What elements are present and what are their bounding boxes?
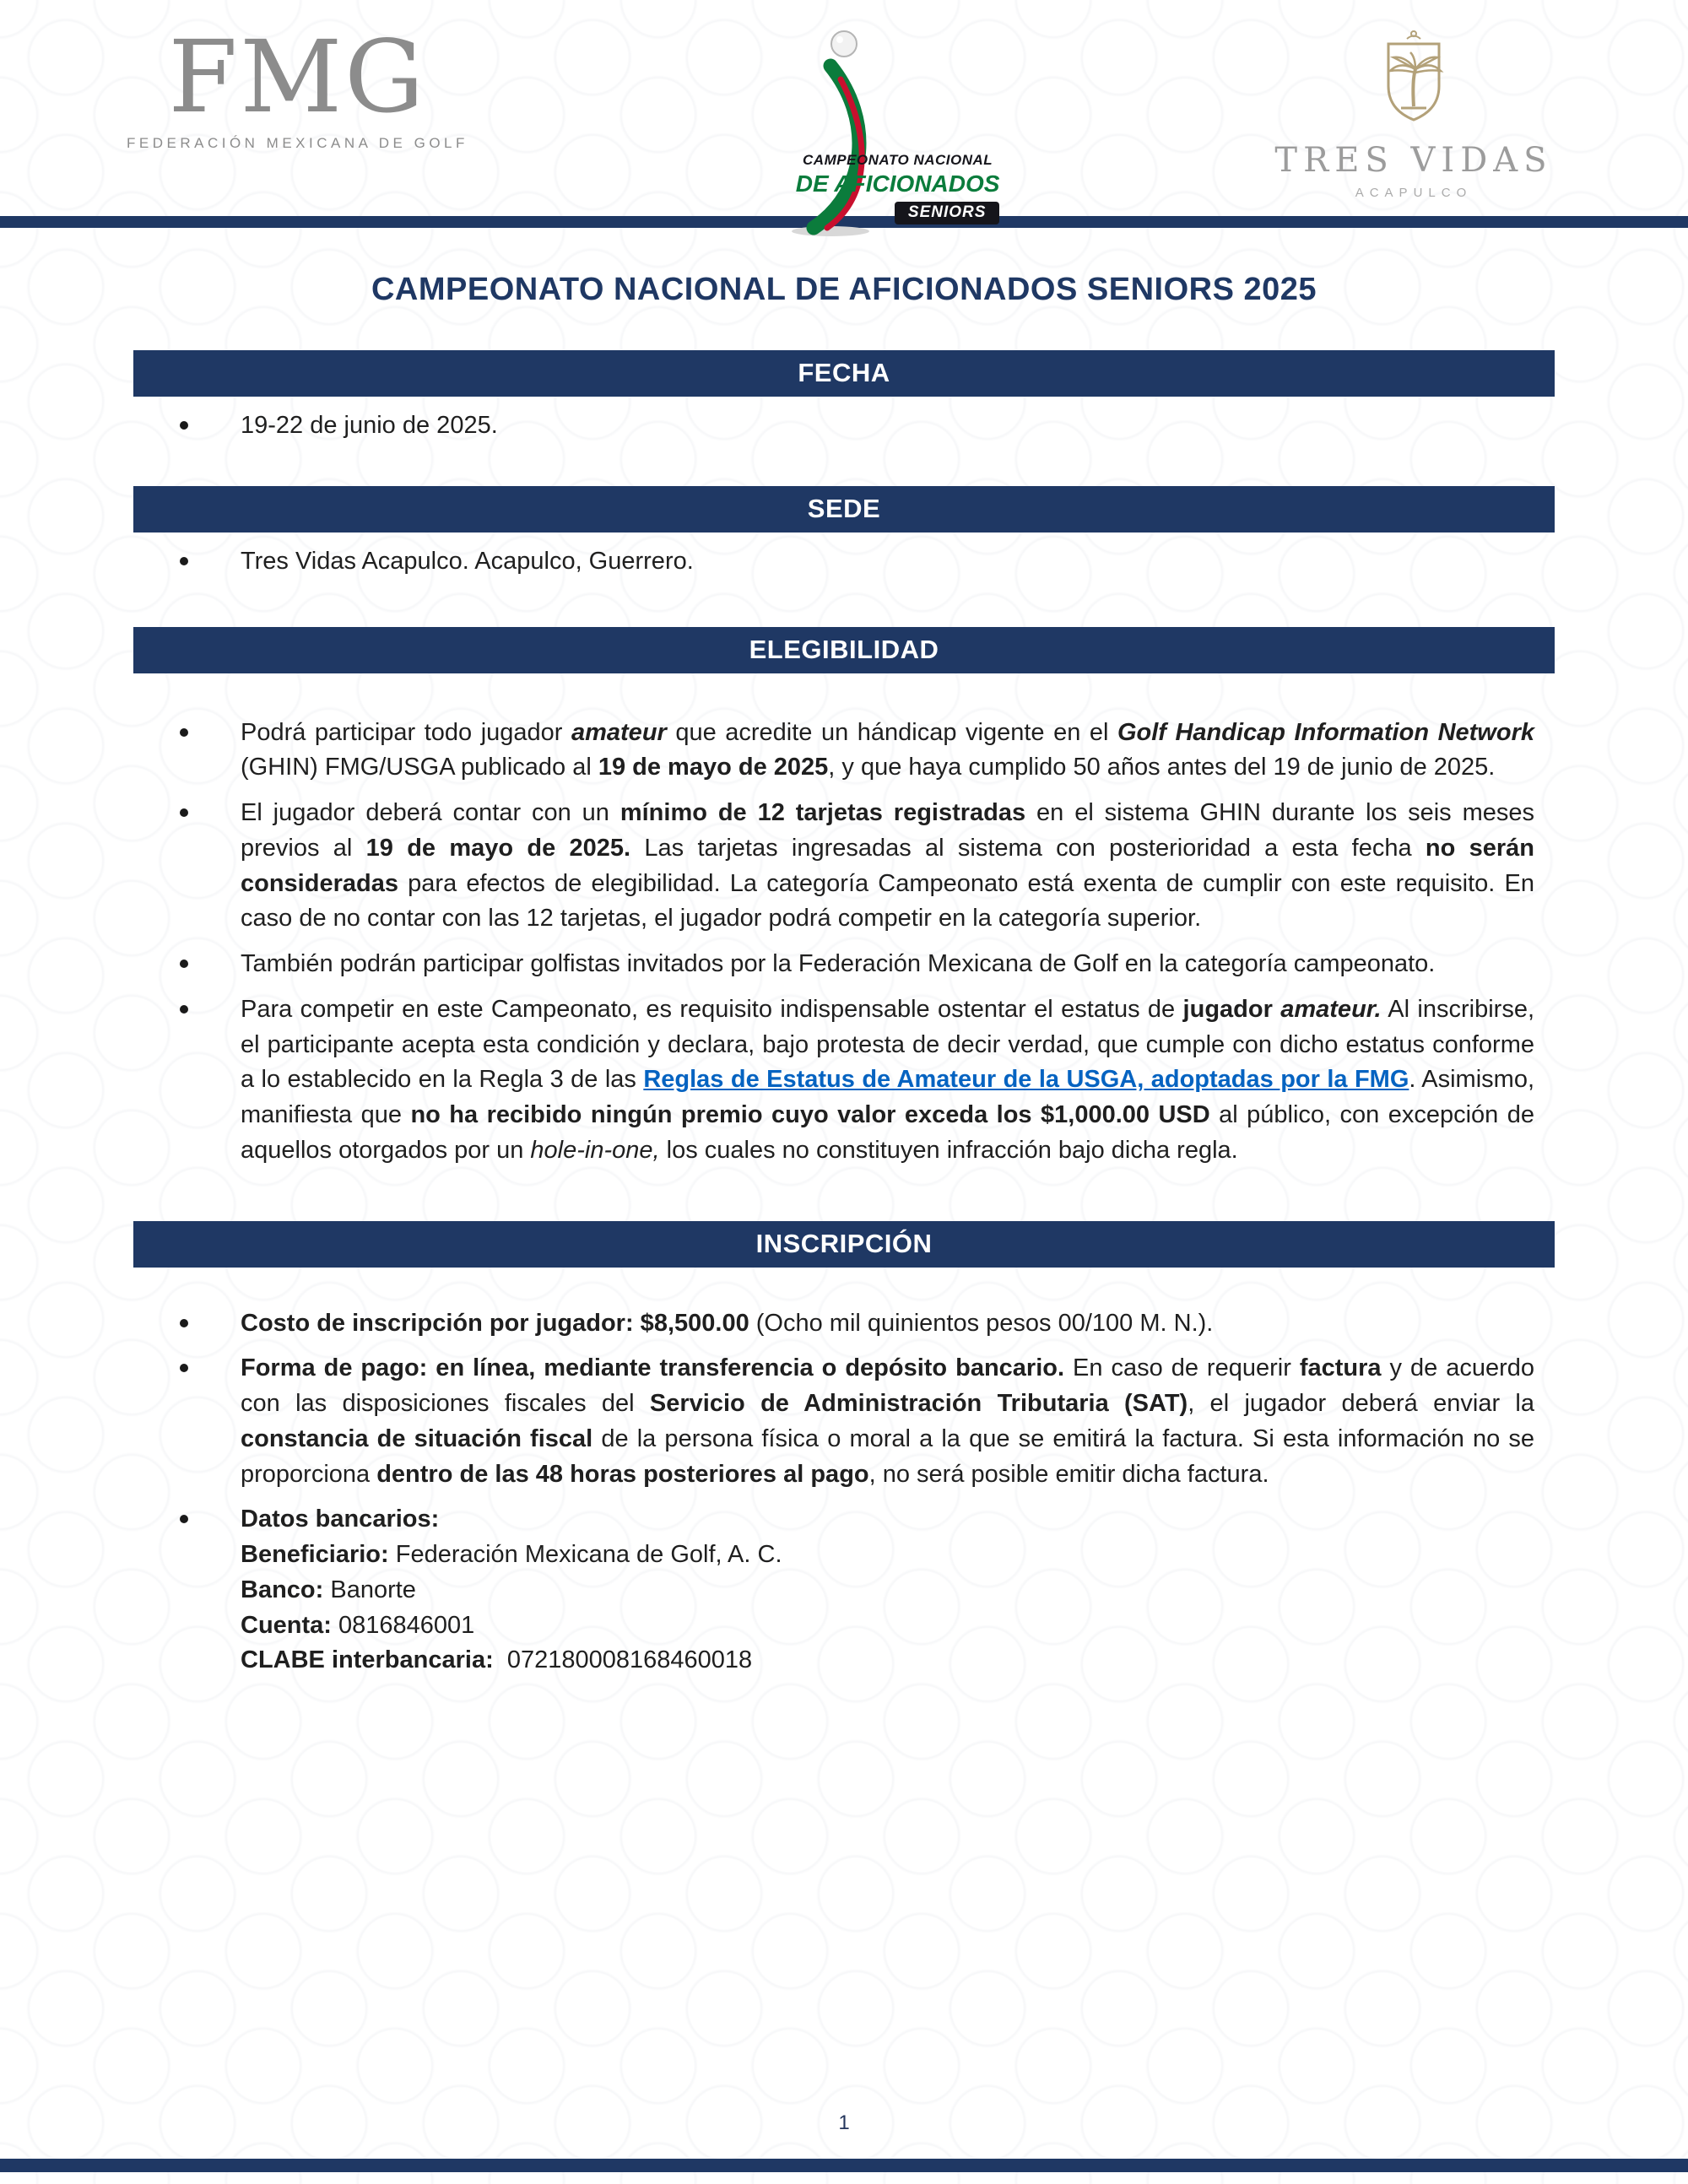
text-segment: Cuenta: <box>241 1611 332 1639</box>
text-segment: y de acuerdo con las disposiciones fiscales del <box>241 1354 1535 1417</box>
section-header-inscripcion: INSCRIPCIÓN <box>133 1221 1555 1268</box>
header-logos <box>0 0 1688 221</box>
list-item <box>241 992 1534 1169</box>
document-title: CAMPEONATO NACIONAL DE AFICIONADOS SENIORS 2025 <box>371 272 1317 307</box>
text-segment: Datos bancarios: <box>241 1506 440 1533</box>
page-number: 1 <box>838 2111 850 2134</box>
text-segment: Para competir en este Campeonato, es requisito indispensable ostentar el estatus de <box>241 995 1183 1023</box>
text-segment: En caso de requerir <box>1064 1354 1300 1382</box>
section-elegibilidad <box>133 627 1555 1169</box>
text-segment: amateur. <box>1280 995 1382 1023</box>
event-logo-line2: DE AFICIONADOS <box>795 170 1000 197</box>
list-item <box>241 1306 1534 1342</box>
text-segment: , el jugador deberá enviar la <box>1188 1390 1534 1417</box>
list-item <box>241 408 1534 444</box>
text-segment: 0816846001 <box>331 1611 475 1639</box>
text-line <box>241 1306 1534 1342</box>
text-segment: Banco: <box>241 1576 324 1603</box>
text-segment: no ha recibido ningún premio cuyo valor exceda los $1,000.00 USD <box>410 1101 1210 1128</box>
event-logo-text <box>796 152 1000 224</box>
text-segment: 19-22 de junio de 2025. <box>241 412 498 439</box>
text-line <box>241 796 1534 937</box>
event-logo <box>719 25 1023 238</box>
text-segment: , no será posible emitir dicha factura. <box>868 1460 1269 1488</box>
section-sede <box>133 486 1555 580</box>
text-line <box>241 992 1534 1169</box>
text-segment: , y que haya cumplido 50 años antes del 19 de junio de 2025. <box>828 754 1496 781</box>
footer-divider <box>0 2159 1688 2172</box>
fmg-logo <box>127 19 468 152</box>
text-line <box>241 716 1534 787</box>
section-inscripcion <box>133 1221 1555 1679</box>
text-segment: 19 de mayo de 2025 <box>598 754 829 781</box>
event-logo-line1: CAMPEONATO NACIONAL <box>803 152 993 168</box>
text-segment: Al inscribirse, el participante acepta esta condición y declara, bajo protesta de decir verdad, que cumple con dicho estatus conforme a lo establecido en la Regla 3 de las <box>241 995 1534 1094</box>
text-segment: (GHIN) FMG/USGA publicado al <box>241 754 598 781</box>
section-item-list <box>133 544 1555 580</box>
event-logo-line3: SENIORS <box>895 202 1000 224</box>
list-item <box>241 1351 1534 1492</box>
event-logo-line3-wrap <box>796 202 1000 224</box>
text-line <box>241 1538 1534 1573</box>
text-segment: de la persona física o moral a la que se emitirá la factura. Si esta información no se proporciona <box>241 1424 1534 1488</box>
text-segment: Golf Handicap Information Network <box>1117 718 1534 746</box>
text-line <box>241 544 1534 580</box>
text-line <box>241 1643 1534 1679</box>
fmg-logo-caption: FEDERACIÓN MEXICANA DE GOLF <box>127 134 468 151</box>
text-segment: Forma de pago: en línea, mediante transferencia o depósito bancario. <box>241 1354 1065 1382</box>
section-fecha <box>133 350 1555 444</box>
text-segment: Costo de inscripción por jugador: $8,500.00 <box>241 1309 749 1337</box>
tres-vidas-caption: ACAPULCO <box>1355 186 1473 200</box>
text-segment: 072180008168460018 <box>493 1646 753 1674</box>
list-item <box>241 1502 1534 1679</box>
text-segment: para efectos de elegibilidad. La categoría Campeonato está exenta de cumplir con este requisito. En caso de no contar con las 12 tarjetas, el jugador podrá competir en la categoría superior. <box>241 869 1534 933</box>
text-segment: que acredite un hándicap vigente en el <box>666 718 1117 746</box>
text-segment: Beneficiario: <box>241 1541 389 1568</box>
list-item <box>241 796 1534 937</box>
text-line <box>241 947 1534 982</box>
section-item-list <box>133 1306 1555 1679</box>
fmg-logo-text: FMG <box>168 19 427 135</box>
text-segment: Servicio de Administración Tributaria (SAT) <box>649 1390 1188 1417</box>
text-segment: 19 de mayo de 2025. <box>365 834 631 862</box>
text-segment: Tres Vidas Acapulco. Acapulco, Guerrero. <box>241 547 694 575</box>
text-segment: Podrá participar todo jugador <box>241 718 571 746</box>
text-segment: mínimo de 12 tarjetas registradas <box>619 799 1026 826</box>
section-item-list <box>133 716 1555 1169</box>
text-segment: constancia de situación fiscal <box>241 1424 593 1452</box>
text-segment: (Ocho mil quinientos pesos 00/100 M. N.). <box>749 1309 1214 1337</box>
text-segment: . Asimismo, manifiesta que <box>241 1066 1535 1128</box>
text-line <box>241 408 1534 444</box>
text-segment: al público, con excepción de aquellos otorgados por un <box>241 1101 1534 1164</box>
text-segment: Las tarjetas ingresadas al sistema con posterioridad a esta fecha <box>630 834 1426 862</box>
text-line <box>241 1573 1534 1608</box>
text-segment: El jugador deberá contar con un <box>241 799 620 826</box>
sections <box>133 350 1555 1679</box>
text-segment: hole-in-one, <box>530 1136 660 1164</box>
text-segment: Banorte <box>323 1576 416 1603</box>
tres-vidas-logo <box>1274 25 1553 200</box>
section-header-fecha: FECHA <box>133 350 1555 397</box>
text-segment: dentro de las 48 horas posteriores al pago <box>376 1460 869 1488</box>
text-line <box>241 1502 1534 1538</box>
text-segment: Federación Mexicana de Golf, A. C. <box>388 1541 782 1568</box>
text-segment: CLABE interbancaria: <box>241 1646 494 1674</box>
list-item <box>241 716 1534 787</box>
text-line <box>241 1608 1534 1644</box>
text-line <box>241 1351 1534 1492</box>
text-segment: no serán consideradas <box>241 834 1535 897</box>
text-segment: factura <box>1299 1354 1382 1382</box>
section-header-sede: SEDE <box>133 486 1555 532</box>
text-segment: jugador <box>1182 995 1281 1023</box>
text-segment: en el sistema GHIN durante los seis meses previos al <box>241 799 1534 862</box>
text-segment: amateur <box>571 718 667 746</box>
list-item <box>241 544 1534 580</box>
palm-emblem-icon <box>1367 29 1460 128</box>
text-segment: También podrán participar golfistas invitados por la Federación Mexicana de Golf en la categoría campeonato. <box>241 950 1436 977</box>
list-item <box>241 947 1534 982</box>
text-segment: los cuales no constituyen infracción bajo dicha regla. <box>659 1136 1238 1164</box>
usga-amateur-rules-link[interactable]: Reglas de Estatus de Amateur de la USGA, adoptadas por la FMG <box>643 1066 1409 1094</box>
section-item-list <box>133 408 1555 444</box>
tres-vidas-name: TRES VIDAS <box>1274 141 1553 180</box>
section-header-elegibilidad: ELEGIBILIDAD <box>133 627 1555 673</box>
